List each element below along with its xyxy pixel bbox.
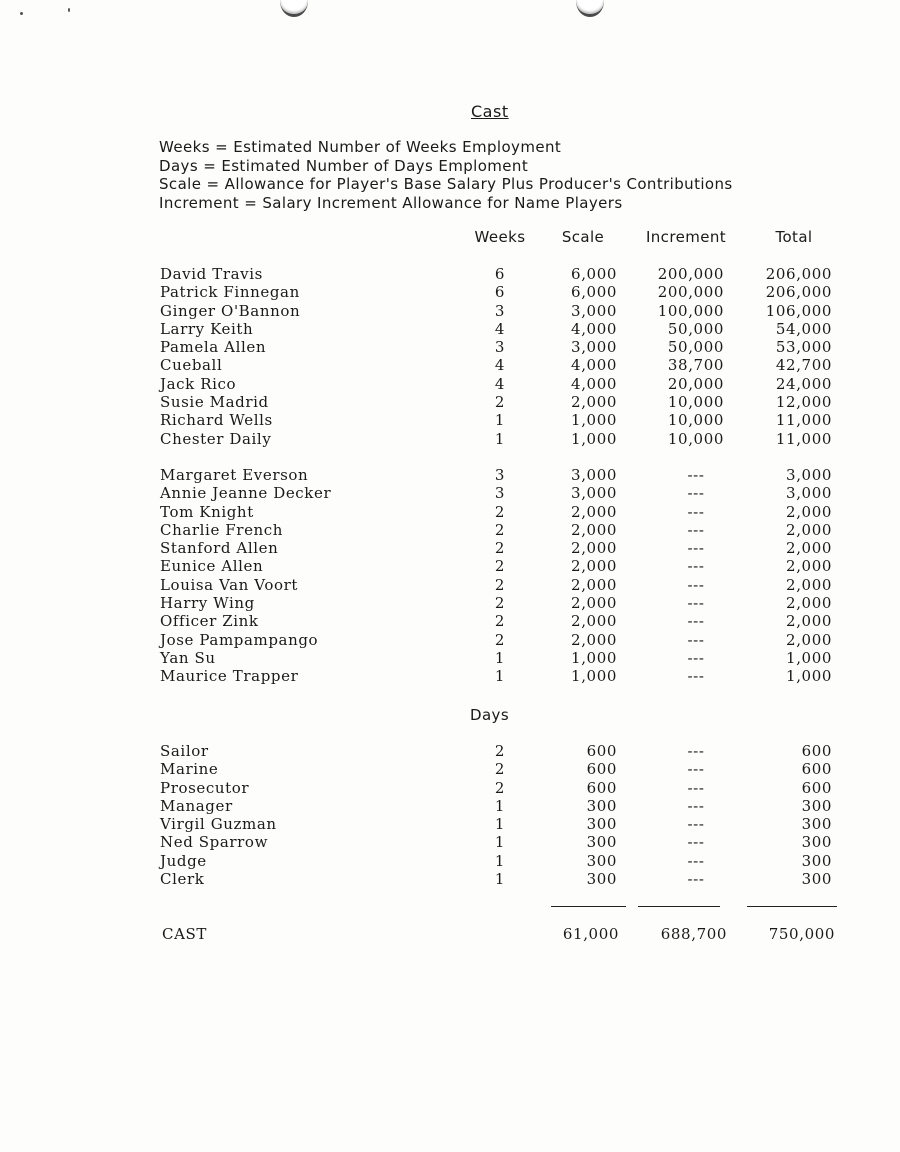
cell-weeks: 2 <box>494 612 506 631</box>
cell-name: Ned Sparrow <box>160 833 269 852</box>
cell-total: 600 <box>801 778 832 797</box>
cell-weeks: 2 <box>494 393 506 412</box>
table-row <box>0 283 900 301</box>
cell-name: Ginger O'Bannon <box>160 301 301 320</box>
cell-increment: 38,700 <box>667 356 724 375</box>
cell-total: 300 <box>801 851 832 870</box>
cell-scale: 300 <box>586 796 617 815</box>
cell-days: 2 <box>494 742 506 760</box>
cell-scale: 2,000 <box>571 502 617 521</box>
cell-scale: 2,000 <box>571 539 617 558</box>
cell-increment: 50,000 <box>667 338 724 357</box>
cell-scale: 300 <box>586 815 617 834</box>
table-row <box>0 667 900 685</box>
legend <box>159 138 733 212</box>
cell-increment: --- <box>687 851 705 870</box>
cell-total: 2,000 <box>786 539 832 558</box>
cell-name: Charlie French <box>160 520 284 539</box>
cell-name: Annie Jeanne Decker <box>160 484 332 503</box>
table-row <box>0 338 900 356</box>
cell-scale: 3,000 <box>571 484 617 503</box>
table-row <box>0 649 900 667</box>
cell-weeks: 2 <box>494 520 506 539</box>
cell-weeks: 2 <box>494 502 506 521</box>
table-row <box>0 484 900 502</box>
total-rule-scale <box>551 906 626 907</box>
cell-weeks: 1 <box>494 667 506 686</box>
totals-scale: 61,000 <box>562 925 619 943</box>
cell-scale: 300 <box>586 851 617 870</box>
cell-scale: 6,000 <box>571 283 617 302</box>
cell-total: 42,700 <box>775 356 832 375</box>
table-row <box>0 411 900 429</box>
cell-name: Stanford Allen <box>160 539 279 558</box>
cell-increment: --- <box>687 778 705 797</box>
cell-scale: 1,000 <box>571 411 617 430</box>
cell-scale: 4,000 <box>571 374 617 393</box>
cell-name: Manager <box>160 796 233 815</box>
total-rule-increment <box>638 906 720 907</box>
column-header-weeks: Weeks <box>474 228 526 246</box>
cell-weeks: 2 <box>494 575 506 594</box>
cell-total: 206,000 <box>765 283 832 302</box>
cell-name: Marine <box>160 760 219 779</box>
cell-total: 300 <box>801 833 832 852</box>
cell-increment: --- <box>687 594 705 613</box>
binder-hole-left <box>280 0 308 17</box>
cell-increment: --- <box>687 484 705 503</box>
cell-days: 2 <box>494 778 506 797</box>
name-players-table <box>0 265 900 448</box>
cell-name: Margaret Everson <box>160 466 309 484</box>
cell-total: 54,000 <box>775 319 832 338</box>
cell-increment: --- <box>687 502 705 521</box>
cell-weeks: 2 <box>494 557 506 576</box>
cell-weeks: 3 <box>494 338 506 357</box>
cell-name: Sailor <box>160 742 209 760</box>
cell-name: David Travis <box>160 265 263 283</box>
cell-increment: --- <box>687 760 705 779</box>
table-row <box>0 742 900 760</box>
binder-hole-right <box>576 0 604 17</box>
table-row <box>0 375 900 393</box>
cell-scale: 3,000 <box>571 338 617 357</box>
cell-total: 3,000 <box>786 484 832 503</box>
cell-weeks: 2 <box>494 630 506 649</box>
totals-total: 750,000 <box>768 925 835 943</box>
cell-scale: 2,000 <box>571 575 617 594</box>
cell-increment: --- <box>687 833 705 852</box>
table-row <box>0 797 900 815</box>
table-row <box>0 779 900 797</box>
cell-total: 53,000 <box>775 338 832 357</box>
cell-name: Yan Su <box>160 648 216 667</box>
cell-name: Jack Rico <box>160 374 237 393</box>
table-row <box>0 503 900 521</box>
cell-increment: --- <box>687 539 705 558</box>
legend-line-scale: Scale = Allowance for Player's Base Salary Plus Producer's Contributions <box>159 175 733 193</box>
cell-scale: 2,000 <box>571 594 617 613</box>
day-players-table <box>0 742 900 888</box>
cell-weeks: 6 <box>494 265 506 283</box>
cell-total: 1,000 <box>786 648 832 667</box>
cell-name: Susie Madrid <box>160 393 269 412</box>
table-row <box>0 833 900 851</box>
table-row <box>0 612 900 630</box>
cell-name: Harry Wing <box>160 594 255 613</box>
table-row <box>0 539 900 557</box>
cell-weeks: 1 <box>494 411 506 430</box>
cell-weeks: 4 <box>494 374 506 393</box>
cell-increment: --- <box>687 575 705 594</box>
table-row <box>0 265 900 283</box>
cell-scale: 3,000 <box>571 466 617 484</box>
cell-name: Richard Wells <box>160 411 273 430</box>
cell-scale: 300 <box>586 833 617 852</box>
cell-increment: 200,000 <box>657 283 724 302</box>
cell-total: 300 <box>801 815 832 834</box>
cell-scale: 1,000 <box>571 667 617 686</box>
cell-weeks: 4 <box>494 356 506 375</box>
cell-weeks: 2 <box>494 594 506 613</box>
cell-increment: --- <box>687 796 705 815</box>
cell-total: 2,000 <box>786 520 832 539</box>
totals-increment: 688,700 <box>660 925 727 943</box>
cell-days: 1 <box>494 833 506 852</box>
cell-scale: 2,000 <box>571 557 617 576</box>
cell-increment: --- <box>687 630 705 649</box>
cell-weeks: 1 <box>494 429 506 448</box>
cell-scale: 600 <box>586 742 617 760</box>
cell-total: 300 <box>801 870 832 889</box>
paper-speck <box>20 12 23 15</box>
cell-weeks: 2 <box>494 539 506 558</box>
cell-weeks: 6 <box>494 283 506 302</box>
cell-scale: 2,000 <box>571 520 617 539</box>
cell-total: 206,000 <box>765 265 832 283</box>
cell-scale: 600 <box>586 778 617 797</box>
cell-increment: 10,000 <box>667 411 724 430</box>
table-row <box>0 631 900 649</box>
cell-increment: 100,000 <box>657 301 724 320</box>
paper-speck <box>68 8 70 12</box>
cell-name: Clerk <box>160 870 205 889</box>
table-row <box>0 393 900 411</box>
table-row <box>0 870 900 888</box>
table-row <box>0 576 900 594</box>
cell-name: Patrick Finnegan <box>160 283 300 302</box>
cell-name: Maurice Trapper <box>160 667 299 686</box>
cell-name: Eunice Allen <box>160 557 264 576</box>
cell-days: 2 <box>494 760 506 779</box>
cell-name: Judge <box>160 851 207 870</box>
cell-scale: 2,000 <box>571 630 617 649</box>
cell-increment: --- <box>687 612 705 631</box>
cell-scale: 2,000 <box>571 612 617 631</box>
table-row <box>0 302 900 320</box>
table-row <box>0 521 900 539</box>
page-title: Cast <box>471 102 509 121</box>
cell-total: 106,000 <box>765 301 832 320</box>
cell-increment: 10,000 <box>667 393 724 412</box>
cell-days: 1 <box>494 815 506 834</box>
cell-scale: 1,000 <box>571 648 617 667</box>
cell-increment: --- <box>687 870 705 889</box>
cell-scale: 600 <box>586 760 617 779</box>
cell-weeks: 3 <box>494 484 506 503</box>
cell-scale: 6,000 <box>571 265 617 283</box>
table-row <box>0 430 900 448</box>
cell-total: 12,000 <box>775 393 832 412</box>
cell-total: 11,000 <box>775 411 832 430</box>
cell-increment: 20,000 <box>667 374 724 393</box>
cell-increment: --- <box>687 742 705 760</box>
cell-name: Chester Daily <box>160 429 272 448</box>
cell-name: Prosecutor <box>160 778 250 797</box>
legend-line-weeks: Weeks = Estimated Number of Weeks Employment <box>159 138 562 156</box>
weekly-players-table <box>0 466 900 686</box>
cell-name: Officer Zink <box>160 612 259 631</box>
cell-weeks: 3 <box>494 301 506 320</box>
cell-total: 2,000 <box>786 557 832 576</box>
cell-name: Pamela Allen <box>160 338 267 357</box>
cell-scale: 3,000 <box>571 301 617 320</box>
legend-line-increment: Increment = Salary Increment Allowance for Name Players <box>159 193 623 212</box>
cell-total: 2,000 <box>786 502 832 521</box>
table-row <box>0 320 900 338</box>
cell-increment: --- <box>687 466 705 484</box>
cell-increment: 50,000 <box>667 319 724 338</box>
cell-total: 3,000 <box>786 466 832 484</box>
cell-name: Cueball <box>160 356 223 375</box>
cell-name: Tom Knight <box>160 502 254 521</box>
column-header-scale: Scale <box>561 228 605 246</box>
legend-line-days: Days = Estimated Number of Days Emploment <box>159 156 529 175</box>
cell-increment: --- <box>687 648 705 667</box>
totals-label: CAST <box>162 925 207 943</box>
table-row <box>0 356 900 374</box>
cell-total: 600 <box>801 760 832 779</box>
table-row <box>0 466 900 484</box>
cell-weeks: 4 <box>494 319 506 338</box>
cell-total: 600 <box>801 742 832 760</box>
cell-name: Virgil Guzman <box>160 815 277 834</box>
cell-increment: --- <box>687 667 705 686</box>
cell-name: Jose Pampampango <box>160 630 319 649</box>
cell-increment: --- <box>687 520 705 539</box>
cell-increment: 10,000 <box>667 429 724 448</box>
cell-total: 2,000 <box>786 612 832 631</box>
cell-scale: 1,000 <box>571 429 617 448</box>
total-rule-total <box>747 906 837 907</box>
cell-days: 1 <box>494 870 506 889</box>
cell-scale: 4,000 <box>571 356 617 375</box>
cell-total: 2,000 <box>786 630 832 649</box>
table-row <box>0 852 900 870</box>
cell-increment: --- <box>687 557 705 576</box>
cell-increment: --- <box>687 815 705 834</box>
cell-scale: 4,000 <box>571 319 617 338</box>
table-row <box>0 557 900 575</box>
table-row <box>0 815 900 833</box>
cell-days: 1 <box>494 851 506 870</box>
cell-scale: 300 <box>586 870 617 889</box>
cell-days: 1 <box>494 796 506 815</box>
cell-name: Louisa Van Voort <box>160 575 299 594</box>
cell-weeks: 1 <box>494 648 506 667</box>
cell-name: Larry Keith <box>160 319 254 338</box>
cell-total: 11,000 <box>775 429 832 448</box>
cell-increment: 200,000 <box>657 265 724 283</box>
totals-row <box>0 925 900 945</box>
days-header: Days <box>470 706 510 724</box>
cell-total: 1,000 <box>786 667 832 686</box>
table-row <box>0 760 900 778</box>
cell-scale: 2,000 <box>571 393 617 412</box>
cell-total: 300 <box>801 796 832 815</box>
column-header-total: Total <box>775 228 813 246</box>
cell-total: 24,000 <box>775 374 832 393</box>
table-row <box>0 594 900 612</box>
cell-total: 2,000 <box>786 575 832 594</box>
cell-weeks: 3 <box>494 466 506 484</box>
cell-total: 2,000 <box>786 594 832 613</box>
column-header-increment: Increment <box>645 228 727 246</box>
